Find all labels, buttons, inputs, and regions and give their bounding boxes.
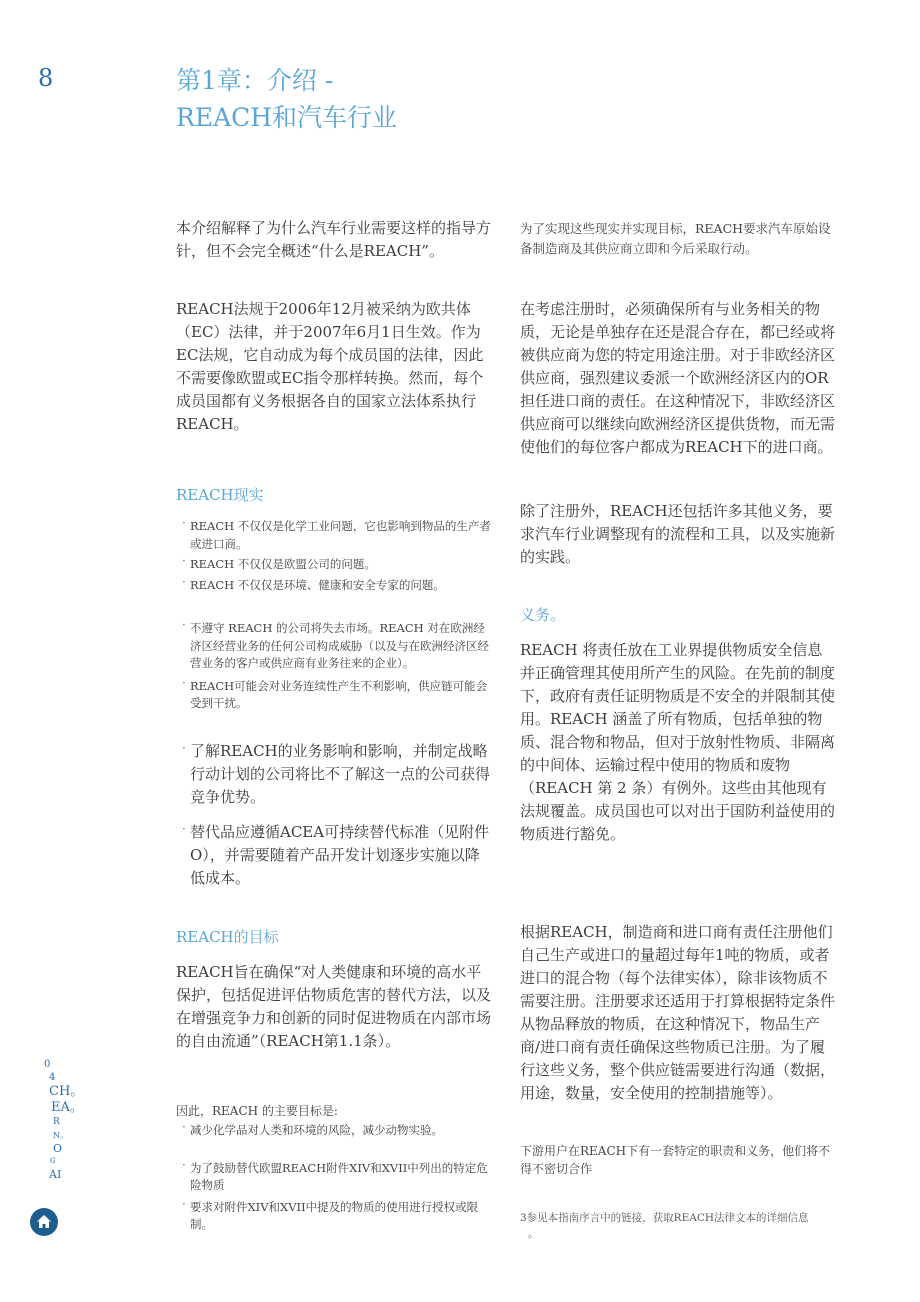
side-label <box>44 1058 104 1181</box>
list-item: · 减少化学品对人类和环境的风险，减少动物实验。 <box>176 1122 491 1140</box>
home-icon <box>35 1213 53 1231</box>
reality-list <box>176 518 491 594</box>
list-item: · 不遵守 REACH 的公司将失去市场。REACH 对在欧洲经济区经营业务的任何公司构成威胁（以及与在欧洲经济区经营业务的客户或供应商有业务往来的企业）。 <box>176 620 491 673</box>
side-char: N。 <box>53 1131 68 1140</box>
goals-paragraph: REACH旨在确保“对人类健康和环境的高水平保护，包括促进评估物质危害的替代方法，以及在增强竞争力和创新的同时促进物质在内部市场的自由流通”（REACH第1.1条）。 <box>176 963 492 1050</box>
page-number: 8 <box>38 64 54 92</box>
risk-list <box>176 620 491 713</box>
footnote <box>520 1210 835 1242</box>
adoption-paragraph: REACH法规于2006年12月被采纳为欧共体（EC）法律，并于2007年6月1日生效。作为EC法规，它自动成为每个成员国的法律，因此不需要像欧盟或EC指令那样转换。然而，每个成员国都有义务根据各自的国家立法体系执行REACH。 <box>176 300 484 433</box>
chapter-title-line2: REACH和汽车行业 <box>176 103 398 132</box>
list-item: · REACH 不仅仅是化学工业问题，它也影响到物品的生产者或进口商。 <box>176 518 491 553</box>
side-char: G <box>50 1157 56 1165</box>
manufacturers-paragraph: 根据REACH，制造商和进口商有责任注册他们自己生产或进口的量超过每年1吨的物质，或者进口的混合物（每个法律实体），除非该物质不需要注册。注册要求还适用于打算根据特定条件从物品释放的物质，在这种情况下，物品生产商/进口商有责任确保这些物质已注册。为了履行这些义务，整个供应链需要进行沟通（数据，用途，数量，安全使用的控制措施等）。 <box>520 923 836 1102</box>
goals-heading: REACH的目标 <box>176 928 279 946</box>
chapter-title <box>176 62 397 136</box>
main-goals-intro: 因此，REACH 的主要目标是: <box>176 1104 338 1118</box>
other-duties-paragraph: 除了注册外，REACH还包括许多其他义务，要求汽车行业调整现有的流程和工具，以及实施新的实践。 <box>520 502 836 566</box>
list-item: · 要求对附件XIV和XVII中提及的物质的使用进行授权或限制。 <box>176 1199 491 1234</box>
side-char: AI <box>49 1168 62 1181</box>
home-button[interactable] <box>30 1208 58 1236</box>
side-char: 0 <box>44 1059 51 1070</box>
side-char: R <box>53 1117 60 1127</box>
side-char: O <box>53 1142 63 1155</box>
side-char: 4 <box>49 1072 56 1083</box>
footnote-line: 。 <box>528 1228 539 1240</box>
goal-action-paragraph: 为了实现这些现实并实现目标，REACH要求汽车原始设备制造商及其供应商立即和今后采取行动。 <box>520 221 831 256</box>
reality-heading: REACH现实 <box>176 486 264 504</box>
downstream-paragraph: 下游用户在REACH下有一套特定的职责和义务，他们将不得不密切合作 <box>520 1144 831 1176</box>
side-char: CH。 <box>49 1084 84 1099</box>
list-item: · REACH可能会对业务连续性产生不利影响，供应链可能会受到干扰。 <box>176 678 491 713</box>
list-item: · 为了鼓励替代欧盟REACH附件XIV和XVII中列出的特定危险物质 <box>176 1160 491 1195</box>
list-item: · 替代品应遵循ACEA可持续替代标准（见附件O），并需要随着产品开发计划逐步实施以降低成本。 <box>176 821 491 890</box>
footnote-line: 3参见本指南序言中的链接，获取REACH法律文本的详细信息 <box>520 1212 809 1224</box>
obligations-heading: 义务。 <box>520 606 566 624</box>
chapter-title-line1: 第1章：介绍 - <box>176 66 334 95</box>
intro-paragraph: 本介绍解释了为什么汽车行业需要这样的指导方针，但不会完全概述“什么是REACH”。 <box>176 219 492 260</box>
obligations-paragraph: REACH 将责任放在工业界提供物质安全信息并正确管理其使用所产生的风险。在先前的制度下，政府有责任证明物质是不安全的并限制其使用。REACH 涵盖了所有物质，包括单独的物质、混合物和物品，但对于放射性物质、非隔离的中间体、运输过程中使用的物质和废物（REACH 第 2 条）有例外。这些由其他现有法规覆盖。成员国也可以对出于国防利益使用的物质进行豁免。 <box>520 641 836 843</box>
list-item: · REACH 不仅仅是欧盟公司的问题。 <box>176 556 491 574</box>
side-char: EA。 <box>51 1100 83 1115</box>
list-item: · REACH 不仅仅是环境、健康和安全专家的问题。 <box>176 577 491 595</box>
registration-paragraph: 在考虑注册时，必须确保所有与业务相关的物质，无论是单独存在还是混合存在，都已经或将被供应商为您的特定用途注册。对于非欧经济区供应商，强烈建议委派一个欧洲经济区内的OR担任进口商的责任。在这种情况下，非欧经济区供应商可以继续向欧洲经济区提供货物，而无需使他们的每位客户都成为REACH下的进口商。 <box>520 300 836 456</box>
advantage-list <box>176 740 491 890</box>
main-goals-list <box>176 1122 491 1234</box>
list-item: · 了解REACH的业务影响和影响，并制定战略行动计划的公司将比不了解这一点的公司获得竞争优势。 <box>176 740 491 809</box>
